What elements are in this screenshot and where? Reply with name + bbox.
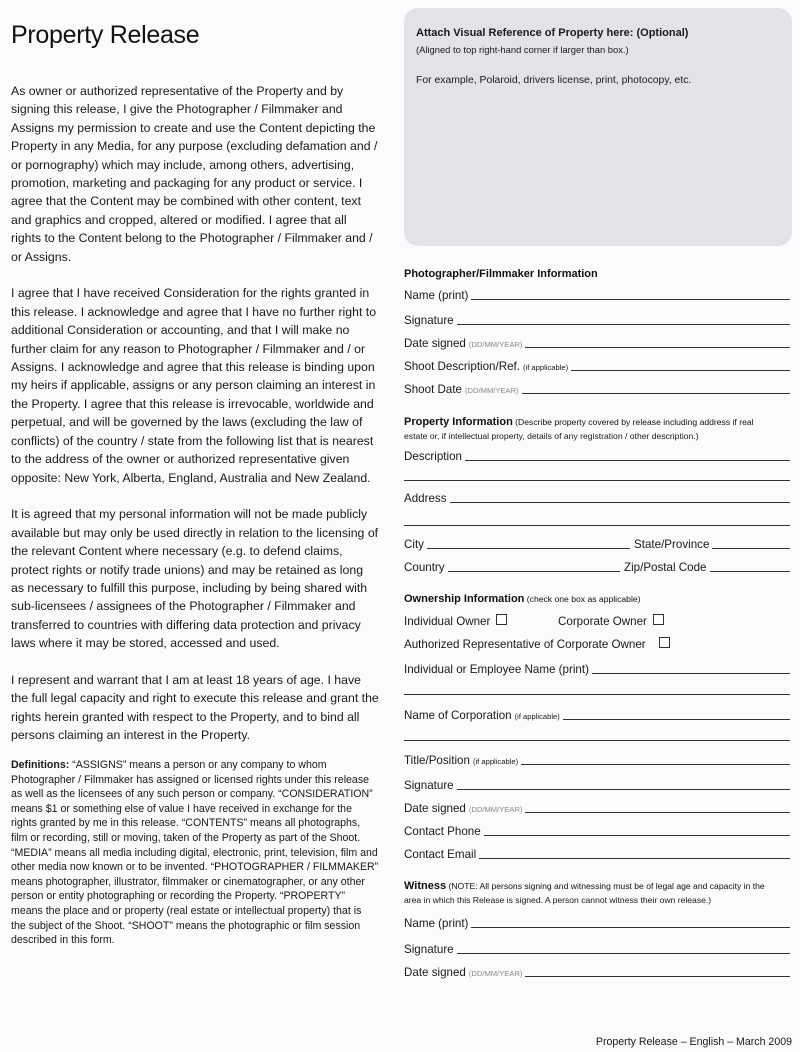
title-position-field[interactable] bbox=[404, 751, 790, 767]
witness-heading bbox=[404, 880, 765, 892]
witness-date-field[interactable] bbox=[404, 963, 790, 979]
document-footer: Property Release – English – March 2009 bbox=[595, 1036, 792, 1048]
property-note: (Describe property covered by release including address if real bbox=[512, 417, 754, 427]
shoot-date-input-line[interactable] bbox=[522, 393, 790, 394]
contact-email-field[interactable] bbox=[404, 845, 790, 861]
property-city-label: City bbox=[404, 538, 424, 551]
witness-note-continued: area in which this Release is signed. A person cannot witness their own release.) bbox=[404, 895, 712, 905]
photographer-name-label: Name (print) bbox=[404, 289, 469, 302]
owner-date-input-line[interactable] bbox=[525, 812, 790, 813]
corporate-owner-option[interactable] bbox=[558, 614, 664, 628]
individual-owner-option[interactable] bbox=[404, 614, 507, 628]
shoot-description-hint: (if applicable) bbox=[523, 363, 569, 372]
definitions-text: “ASSIGNS” means a person or any company to whom Photographer / Filmmaker has assigned or licensed rights under this release as well as the licensees of any such person or company. “CONSIDERATION” means $1 or something else of value I have received in exchange for the rights granted by me in this release. “CONTENTS” means all photographs, film or recording, still or moving, taken of the Property as part of the Shoot. “MEDIA” means all media including digital, electronic, print, television, film and other media now known or to be invented. “PHOTOGRAPHER / FILMMAKER” means photographer, illustrator, filmmaker or cinematographer, or any other person or entity photographing or recording the Property. “PROPERTY” means the place and or property (real estate or intellectual property) that is the subject of the Shoot. “SHOOT” means the photographic or film session described in this form. bbox=[11, 759, 379, 947]
witness-signature-input-line[interactable] bbox=[457, 953, 790, 954]
property-state-field[interactable] bbox=[634, 535, 790, 551]
photographer-date-hint: (DD/MM/YEAR) bbox=[468, 340, 523, 349]
property-country-field[interactable] bbox=[404, 558, 620, 574]
owner-signature-label: Signature bbox=[404, 779, 454, 792]
terms-paragraph-grant: As owner or authorized representative of the Property and by signing this release, I give the Photographer / Filmmaker and Assigns my permission to create and use the Content depicting the Property in any Media, for any purpose (excluding defamation and / or pornography) which may include, among others, advertising, promotion, marketing and packaging for any product or service. I agree that the Content may be combined with other content, text and graphics and cropped, altered or modified. I agree that all rights to the Content belong to the Photographer / Filmmaker and / or Assigns. bbox=[11, 84, 378, 264]
corporation-name-input-line[interactable] bbox=[563, 719, 790, 720]
employee-name-input-line[interactable] bbox=[592, 673, 790, 674]
terms-paragraph-privacy: It is agreed that my personal information will not be made publicly available but may only be used directly in relation to the licensing of the relevant Content where necessary (e.g. to defend claims, protect rights or notify trade unions) and may be retained as long as necessary to fulfill this purpose, including by being shared with sub-licensees / assignees of the Photographer / Filmmaker and transferred to countries with differing data protection and privacy laws where it may be stored, accessed and used. bbox=[11, 507, 379, 651]
owner-signature-field[interactable] bbox=[404, 776, 790, 792]
witness-name-input-line[interactable] bbox=[471, 927, 790, 928]
corporation-name-label: Name of Corporation bbox=[404, 709, 512, 722]
shoot-date-field[interactable] bbox=[404, 380, 790, 396]
property-address-field[interactable] bbox=[404, 489, 790, 505]
property-address-line-2[interactable] bbox=[404, 525, 790, 526]
authorized-rep-checkbox[interactable] bbox=[659, 637, 670, 648]
employee-name-line-2[interactable] bbox=[404, 694, 790, 695]
property-city-input-line[interactable] bbox=[427, 548, 630, 549]
contact-email-input-line[interactable] bbox=[479, 858, 790, 859]
corporation-name-hint: (if applicable) bbox=[514, 712, 560, 721]
title-position-label: Title/Position bbox=[404, 754, 470, 767]
property-state-input-line[interactable] bbox=[712, 548, 790, 549]
corporate-owner-checkbox[interactable] bbox=[653, 614, 664, 625]
photographer-name-field[interactable] bbox=[404, 286, 790, 302]
visual-reference-subtitle: (Aligned to top right-hand corner if larger than box.) bbox=[416, 44, 629, 55]
witness-name-field[interactable] bbox=[404, 914, 790, 930]
owner-date-hint: (DD/MM/YEAR) bbox=[468, 805, 523, 814]
property-heading-label: Property Information bbox=[404, 416, 513, 428]
shoot-description-input-line[interactable] bbox=[571, 370, 790, 371]
individual-owner-label: Individual Owner bbox=[404, 615, 491, 628]
property-description-input-line[interactable] bbox=[465, 460, 790, 461]
employee-name-field[interactable] bbox=[404, 660, 790, 676]
property-country-label: Country bbox=[404, 561, 445, 574]
contact-phone-input-line[interactable] bbox=[484, 835, 790, 836]
property-address-label: Address bbox=[404, 492, 447, 505]
visual-reference-example: For example, Polaroid, drivers license, print, photocopy, etc. bbox=[416, 75, 692, 86]
shoot-date-hint: (DD/MM/YEAR) bbox=[465, 386, 519, 395]
corporate-owner-label: Corporate Owner bbox=[558, 615, 647, 628]
ownership-heading-label: Ownership Information bbox=[404, 593, 525, 605]
property-address-input-line[interactable] bbox=[450, 502, 790, 503]
witness-heading-label: Witness bbox=[404, 880, 447, 892]
photographer-name-input-line[interactable] bbox=[471, 299, 790, 300]
contact-phone-field[interactable] bbox=[404, 822, 790, 838]
shoot-description-label: Shoot Description/Ref. bbox=[404, 360, 520, 373]
owner-date-label: Date signed bbox=[404, 802, 466, 815]
witness-date-input-line[interactable] bbox=[525, 976, 790, 977]
photographer-date-label: Date signed bbox=[404, 337, 466, 350]
photographer-signature-input-line[interactable] bbox=[457, 324, 790, 325]
property-country-input-line[interactable] bbox=[448, 571, 620, 572]
shoot-description-field[interactable] bbox=[404, 357, 790, 373]
witness-date-label: Date signed bbox=[404, 966, 466, 979]
ownership-heading bbox=[404, 593, 641, 605]
employee-name-label: Individual or Employee Name (print) bbox=[404, 663, 589, 676]
property-zip-input-line[interactable] bbox=[710, 571, 791, 572]
photographer-signature-field[interactable] bbox=[404, 311, 790, 327]
release-terms bbox=[11, 82, 379, 763]
property-city-field[interactable] bbox=[404, 535, 630, 551]
contact-phone-label: Contact Phone bbox=[404, 825, 481, 838]
page-title: Property Release bbox=[11, 20, 200, 49]
owner-date-field[interactable] bbox=[404, 799, 790, 815]
photographer-date-field[interactable] bbox=[404, 334, 790, 350]
individual-owner-checkbox[interactable] bbox=[496, 614, 507, 625]
photographer-date-input-line[interactable] bbox=[525, 347, 790, 348]
property-zip-label: Zip/Postal Code bbox=[624, 561, 707, 574]
witness-name-label: Name (print) bbox=[404, 917, 469, 930]
witness-note: (NOTE: All persons signing and witnessing must be of legal age and capacity in the bbox=[446, 881, 765, 891]
property-zip-field[interactable] bbox=[624, 558, 790, 574]
corporation-name-line-2[interactable] bbox=[404, 740, 790, 741]
authorized-rep-option[interactable] bbox=[404, 637, 670, 651]
photographer-signature-label: Signature bbox=[404, 314, 454, 327]
property-description-line-2[interactable] bbox=[404, 480, 790, 481]
definitions bbox=[11, 758, 379, 948]
property-heading bbox=[404, 416, 754, 428]
property-state-label: State/Province bbox=[634, 538, 710, 551]
title-position-hint: (if applicable) bbox=[472, 757, 519, 766]
witness-date-hint: (DD/MM/YEAR) bbox=[468, 969, 523, 978]
ownership-note: (check one box as applicable) bbox=[524, 594, 641, 604]
definitions-label: Definitions: bbox=[11, 759, 70, 771]
owner-signature-input-line[interactable] bbox=[457, 789, 790, 790]
photographer-heading: Photographer/Filmmaker Information bbox=[404, 268, 598, 280]
property-description-label: Description bbox=[404, 450, 462, 463]
property-description-field[interactable] bbox=[404, 447, 790, 463]
title-position-input-line[interactable] bbox=[521, 764, 790, 765]
authorized-rep-label: Authorized Representative of Corporate Owner bbox=[404, 638, 646, 651]
contact-email-label: Contact Email bbox=[404, 848, 477, 861]
terms-paragraph-consideration: I agree that I have received Consideration for the rights granted in this release. I acknowledge and agree that I have no further right to additional Consideration or accounting, and that I will make no further claim for any reason to Photographer / Filmmaker and / or Assigns. I acknowledge and agree that this release is binding upon my heirs if applicable, assigns or any person claiming an interest in the Property. I agree that this release is irrevocable, worldwide and perpetual, and will be governed by the laws (excluding the law of conflicts) of the country / state from the following list that is nearest to the address of the owner or authorized representative given opposite: New York, Alberta, England, Australia and New Zealand. bbox=[11, 286, 377, 485]
visual-reference-title: Attach Visual Reference of Property here: (Optional) bbox=[416, 27, 689, 39]
property-note-continued: estate or, if intellectual property, details of any registration / other description.) bbox=[404, 431, 699, 441]
visual-reference-box[interactable] bbox=[404, 8, 792, 246]
corporation-name-field[interactable] bbox=[404, 706, 790, 722]
witness-signature-label: Signature bbox=[404, 943, 454, 956]
shoot-date-label: Shoot Date bbox=[404, 383, 463, 396]
witness-signature-field[interactable] bbox=[404, 940, 790, 956]
terms-paragraph-warranty: I represent and warrant that I am at least 18 years of age. I have the full legal capacity and right to execute this release and grant the rights herein granted with respect to the Property, and to bind all persons claiming an interest in the Property. bbox=[11, 672, 379, 743]
